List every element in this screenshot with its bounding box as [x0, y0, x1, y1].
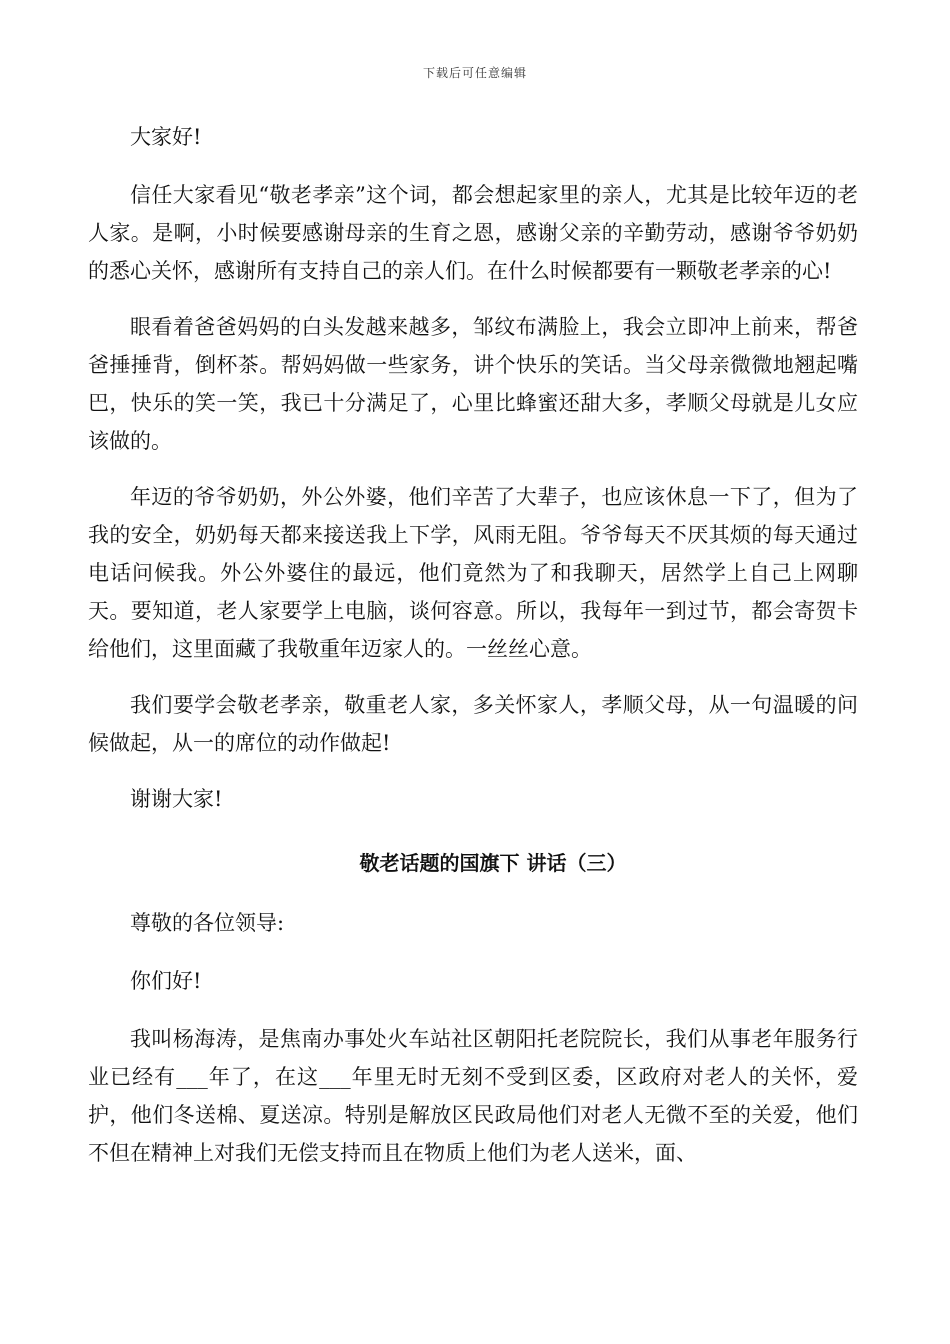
- paragraph-3: 年迈的爷爷奶奶，外公外婆，他们辛苦了大辈子，也应该休息一下了，但为了我的安全，奶奶每天都来接送我上下学，风雨无阻。爷爷每天不厌其烦的每天通过电话问候我。外公外婆住的最远，他们竟然为了和我聊天，居然学上自己上网聊天。要知道，老人家要学上电脑，谈何容意。所以，我每年一到过节，都会寄贺卡给他们，这里面藏了我敬重年迈家人的。一丝丝心意。: [88, 485, 858, 661]
- paragraph-2: 眼看着爸爸妈妈的白头发越来越多，邹纹布满脸上，我会立即冲上前来，帮爸爸捶捶背，倒杯茶。帮妈妈做一些家务，讲个快乐的笑话。当父母亲微微地翘起嘴巴，快乐的笑一笑，我已十分满足了，心里比蜂蜜还甜大多，孝顺父母就是儿女应该做的。: [88, 315, 858, 453]
- document-body: [88, 118, 858, 1190]
- thanks-paragraph: 谢谢大家!: [130, 787, 223, 811]
- paragraph-4: 我们要学会敬老孝亲，敬重老人家，多关怀家人，孝顺父母，从一句温暖的问候做起，从一的席位的动作做起!: [88, 693, 858, 755]
- hello-paragraph: 你们好!: [130, 969, 202, 993]
- paragraph-1: 信任大家看见“敬老孝亲”这个词，都会想起家里的亲人，尤其是比较年迈的老人家。是啊，小时候要感谢母亲的生育之恩，感谢父亲的辛勤劳动，感谢爷爷奶奶的悉心关怀，感谢所有支持自己的亲人们。在什么时候都要有一颗敬老孝亲的心!: [88, 183, 858, 283]
- section-title: 敬老话题的国旗下 讲话（三）: [359, 851, 627, 875]
- salutation-paragraph: 尊敬的各位领导:: [130, 911, 285, 935]
- greeting-paragraph: 大家好!: [130, 125, 202, 149]
- paragraph-5: 我叫杨海涛，是焦南办事处火车站社区朝阳托老院院长，我们从事老年服务行业已经有___年了，在这___年里无时无刻不受到区委，区政府对老人的关怀，爱护，他们冬送棉、夏送凉。特别是解放区民政局他们对老人无微不至的关爱，他们不但在精神上对我们无偿支持而且在物质上他们为老人送米，面、: [88, 1027, 858, 1165]
- page-header: 下载后可任意编辑: [422, 66, 527, 80]
